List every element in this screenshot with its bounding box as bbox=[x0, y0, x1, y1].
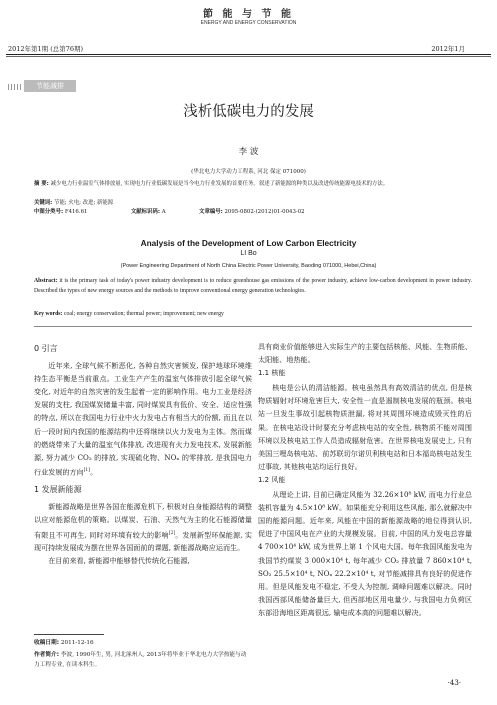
english-affiliation: (Power Engineering Department of North China Electric Power University, Baoding 071000, Hebei,China) bbox=[120, 263, 377, 269]
section-1-2-title: 1.2 风能 bbox=[258, 475, 286, 484]
classification-line bbox=[34, 208, 469, 218]
issue-info: 2012年第1期 (总第76期) bbox=[8, 45, 84, 53]
header-rule-thin bbox=[6, 56, 491, 57]
received-label: 收稿日期: bbox=[34, 640, 60, 646]
keywords-text: 节能; 火电; 改进; 新能源 bbox=[54, 200, 114, 206]
left-column bbox=[34, 340, 252, 567]
section-1-paragraph-2: 在目前来看, 新能源中能够替代传统化石能源, bbox=[48, 556, 190, 566]
badge-dots-decoration bbox=[8, 84, 22, 90]
english-abstract bbox=[34, 277, 472, 296]
keywords-cn bbox=[34, 199, 469, 208]
citation-2: [2] bbox=[168, 530, 176, 536]
clc-value: F416.61 bbox=[64, 209, 88, 215]
keywords-label: 关键词: bbox=[34, 200, 53, 206]
footnote-received bbox=[34, 638, 252, 648]
clc-label: 中图分类号: bbox=[34, 209, 64, 215]
author-affiliation: (华北电力大学动力工程系, 河北 保定 071000) bbox=[191, 169, 306, 175]
article-title: 浅析低碳电力的发展 bbox=[183, 104, 314, 120]
page-number: ·43· bbox=[447, 679, 461, 687]
bio-label: 作者简介: bbox=[34, 652, 60, 658]
section-0-title: 0 引言 bbox=[34, 344, 58, 353]
bio-text: 李波, 1990年生, 男, 河北涿州人, 2013年将毕业于华北电力大学热能与动力工程专业, 在读本科生。 bbox=[34, 652, 247, 668]
issue-date: 2012年1月 bbox=[431, 45, 465, 53]
citation-1: [1] bbox=[83, 467, 91, 473]
article-no-value: 2095-0802-(2012)01-0043-02 bbox=[224, 209, 305, 215]
footnote-rule bbox=[34, 634, 104, 635]
section-1-2-paragraph: 从理论上讲, 目前已确定风能为 32.26×10⁸ kW, 而电力行业总装机容量为 4.5×10⁸ kW。如果能充分利用这些风能, 那么就解决中国的能源问题。近年来, 风能在中国的新能源战略的地位得到认识, 促进了中国风电在产业的大规模发展。目前, 中国的风力发电总容量 4 700×10⁴ kW, 成为世界上第 1 个风电大国。每年我国风能发电为我国节约煤炭 3 000×10⁴ t, 每年减少 CO₂ 排放量 7 860×10⁴ t, SO₂ 25.5×10⁴ t, NOₓ 22.2×10⁴ t, 对节能减排具有良好的促进作用。但是风能发电不稳定, 不受人为控制, 调峰问题难以解决。同时我国西部风能储备量巨大, 但西部地区用电量少, 与我国电力负荷区东部沿海地区距离很远, 输电成本高的问题难以解决。 bbox=[258, 490, 472, 617]
article-author: 李 波 bbox=[238, 147, 259, 157]
doc-code-value: A bbox=[161, 209, 166, 215]
english-title: Analysis of the Development of Low Carbon Electricity bbox=[140, 238, 357, 248]
received-date: 2011-12-16 bbox=[60, 640, 94, 646]
section-1-title: 1 发展新能源 bbox=[34, 485, 82, 495]
english-keywords-text: coal; energy conservation; thermal power; improvement; new energy bbox=[63, 311, 224, 317]
article-no-label: 文章编号: bbox=[199, 209, 223, 215]
section-1-paragraph-1: 新能源战略是世界各国在能源危机下, 积极对自身能源结构的调整以应对能源危机的策略。以煤炭、石油、天然气为主的化石能源储量有限且不可再生, 同时对环境有较大的影响[2]。发展新型环保能源, 实现可持续发展成为摆在世界各国面前的课题, 新能源战略应运而生。 bbox=[34, 502, 252, 553]
journal-title-cn: 節 能 与 节 能 bbox=[203, 9, 294, 20]
section-1-1-paragraph: 核电是公认的清洁能源。核电虽然具有高效清洁的优点, 但是核物质辐射对环境危害巨大, 安全性一直是遏制核电发展的瓶颈。核电站一旦发生事故引起核物质泄漏, 将对其周围环境造成毁灭性的后果。在核电站设计时要充分考虑核电站的安全性, 核物质不能对周围环境以及核电站工作人员造成辐射危害。在世界核电发展史上, 只有美国三哩岛核电站、前苏联切尔诺贝利核电站和日本福岛核电站发生过事故, 其他核电站均运行良好。 bbox=[258, 383, 472, 471]
english-keywords-label: Key words: bbox=[34, 311, 63, 317]
english-abstract-text: it is the primary task of today's power industry development is to reduce greenhouse gas emissions of the power industry, achieve low-carbon development in power industry. Described the types of new energy sources and the methods to improve conventional energy generation technologies. bbox=[34, 278, 472, 294]
section-0-paragraph: 近年来, 全球气候不断恶化, 各种自然灾害频发, 保护地球环境维持生态平衡是当前重点。工业生产产生的温室气体排放引起全球气候变化, 对近年的自然灾害的发生起着一定的影响作用。电力工业是经济发展的支柱, 我国煤炭储量丰富, 同时煤炭具有低价、安全、适应性强的特点, 所以在我国电力行业中火力发电占有相当大的份额, 而且在以后一段时间内我国的能源结构中还将继续以火力发电为主体。然而煤的燃烧带来了大量的温室气体排放, 改进现有火力发电技术, 发展新能源, 努力减少 CO₂ 的排放, 实现硫化物、NOₓ 的零排放, 是我国电力行业发展的方向[1]。 bbox=[34, 361, 252, 477]
right-continuation-paragraph: 具有商业价值能够进入实际生产的主要包括核能、风能、生物质能、太阳能、地热能。 bbox=[258, 342, 472, 365]
header-rule bbox=[6, 54, 491, 55]
english-author: LI Bo bbox=[240, 250, 257, 257]
abstract-label: 摘 要: bbox=[34, 181, 49, 187]
english-keywords bbox=[34, 311, 472, 317]
right-column bbox=[258, 340, 472, 619]
footnote-bio bbox=[34, 650, 252, 670]
abstract-text: 减少电力行业温室气体排放量, 实现电力行业低碳发展是当今电力行业发展的首要任务。叙述了新能源的种类以及改进传统能源电技术的方法。 bbox=[50, 181, 389, 187]
doc-code-label: 文献标识码: bbox=[130, 209, 160, 215]
english-abstract-label: Abstract: bbox=[34, 278, 58, 284]
section-1-1-title: 1.1 核能 bbox=[258, 369, 286, 378]
column-badge: 节能减排 bbox=[24, 80, 76, 92]
abstract-cn bbox=[34, 180, 469, 189]
abstract-separator bbox=[34, 326, 472, 327]
journal-title-en: ENERGY AND ENERGY CONSERVATION bbox=[200, 20, 297, 26]
